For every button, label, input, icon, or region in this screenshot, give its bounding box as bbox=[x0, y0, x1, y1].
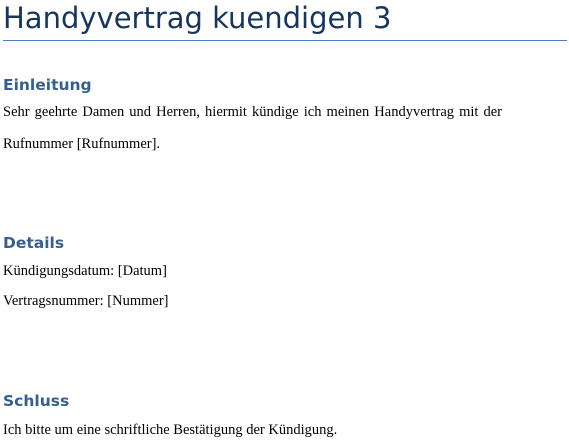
schluss-paragraph: Ich bitte um eine schriftliche Bestätigung der Kündigung. bbox=[3, 422, 338, 438]
details-kuendigungsdatum: Kündigungsdatum: [Datum] bbox=[3, 263, 167, 279]
title-underline bbox=[3, 40, 567, 41]
einleitung-paragraph-line-1: Sehr geehrte Damen und Herren, hiermit kündige ich meinen Handyvertrag mit der bbox=[3, 104, 502, 120]
section-heading-details: Details bbox=[3, 234, 65, 252]
section-heading-schluss: Schluss bbox=[3, 392, 70, 410]
details-vertragsnummer: Vertragsnummer: [Nummer] bbox=[3, 293, 169, 309]
einleitung-paragraph-line-2: Rufnummer [Rufnummer]. bbox=[3, 136, 161, 152]
document-title: Handyvertrag kuendigen 3 bbox=[3, 1, 392, 35]
section-heading-einleitung: Einleitung bbox=[3, 76, 92, 94]
